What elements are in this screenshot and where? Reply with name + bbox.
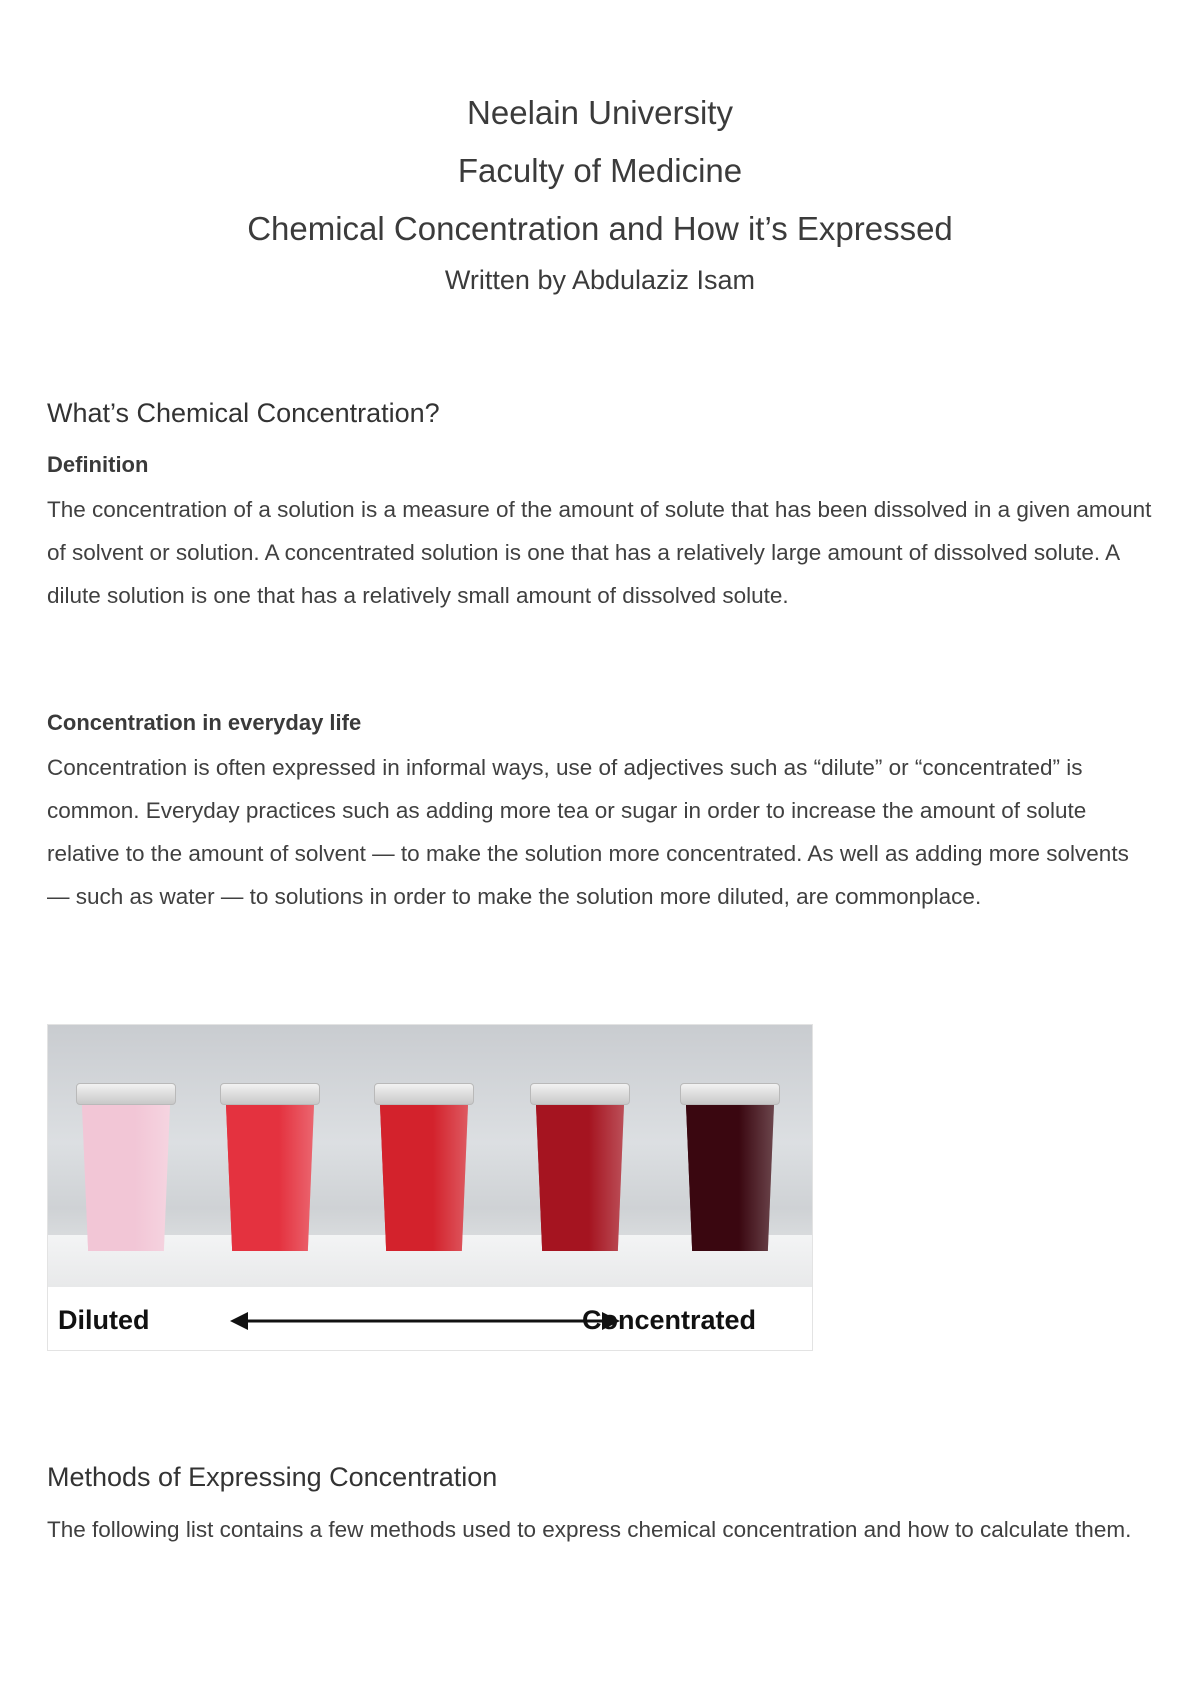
liquid-2 — [226, 1105, 314, 1251]
glass-2 — [222, 1083, 318, 1253]
glass-4 — [532, 1083, 628, 1253]
everyday-paragraph-wrap — [47, 746, 1157, 918]
section-what-is-concentration — [47, 398, 1157, 429]
section-heading: What’s Chemical Concentration? — [47, 398, 440, 428]
glasses-photo — [48, 1025, 813, 1287]
glass-3 — [376, 1083, 472, 1253]
university-name: Neelain University — [467, 94, 733, 131]
concentrated-label: Concentrated — [582, 1305, 757, 1335]
document-header — [0, 84, 1200, 304]
section-methods — [47, 1462, 1157, 1493]
definition-paragraph: The concentration of a solution is a measure of the amount of solute that has been dissolved in a given amount of solvent or solution. A concentrated solution is one that has a relatively large amount of dissolved solute. A dilute solution is one that has a relatively small amount of dissolved solute. — [47, 497, 1152, 608]
liquid-4 — [536, 1105, 624, 1251]
definition-heading: Definition — [47, 452, 149, 477]
double-arrow-icon — [230, 1309, 620, 1333]
definition-block — [47, 452, 1157, 478]
liquid-5 — [686, 1105, 774, 1251]
liquid-3 — [380, 1105, 468, 1251]
definition-paragraph-wrap — [47, 488, 1157, 617]
methods-paragraph-wrap — [47, 1508, 1157, 1551]
glass-5 — [682, 1083, 778, 1253]
author-line: Written by Abdulaziz Isam — [444, 265, 756, 295]
everyday-heading: Concentration in everyday life — [47, 710, 362, 735]
glass-1 — [78, 1083, 174, 1253]
figure-caption — [48, 1287, 813, 1351]
liquid-1 — [82, 1105, 170, 1251]
document-title: Chemical Concentration and How it’s Expressed — [247, 210, 953, 247]
diluted-label: Diluted — [58, 1305, 150, 1335]
everyday-block — [47, 710, 1157, 736]
everyday-paragraph: Concentration is often expressed in informal ways, use of adjectives such as “dilute” or “concentrated” is common. Everyday practices such as adding more tea or sugar in order to increase the amount of solute relative to the amount of solvent — to make the solution more concentrated. As well as adding more solvents — such as water — to solutions in order to make the solution more diluted, are commonplace. — [47, 755, 1129, 909]
faculty-name: Faculty of Medicine — [457, 152, 743, 189]
methods-paragraph: The following list contains a few methods used to express chemical concentration and how to calculate them. — [47, 1517, 1132, 1542]
methods-heading: Methods of Expressing Concentration — [47, 1462, 498, 1492]
concentration-figure — [47, 1024, 813, 1351]
